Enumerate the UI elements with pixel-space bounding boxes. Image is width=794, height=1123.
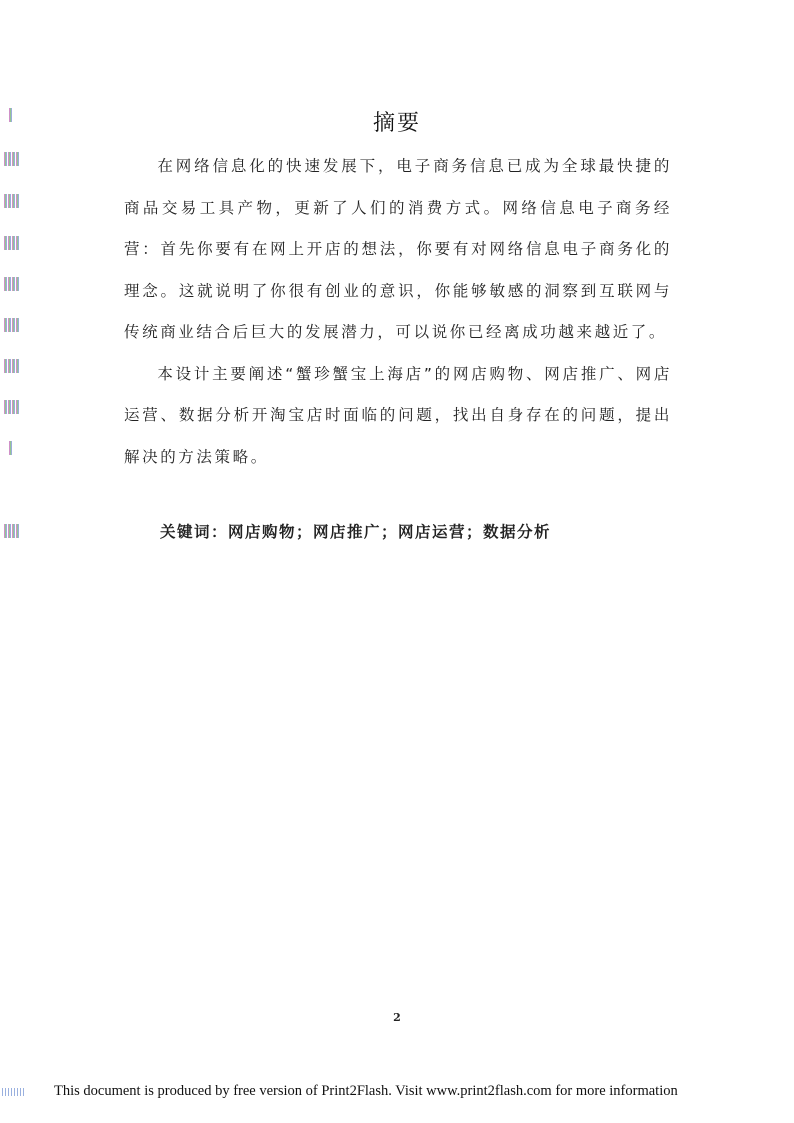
abstract-title: 摘要 (372, 111, 421, 136)
scan-noise-mark (4, 400, 20, 414)
abstract-body (124, 146, 672, 478)
scan-noise-mark (4, 152, 20, 166)
abstract-paragraph-1: 在网络信息化的快速发展下，电子商务信息已成为全球最快捷的商品交易工具产物，更新了人们的消费方式。网络信息电子商务经营：首先你要有在网上开店的想法，你要有对网络信息电子商务化的理念。这就说明了你很有创业的意识，你能够敏感的洞察到互联网与传统商业结合后巨大的发展潜力，可以说你已经离成功越来越近了。 (124, 157, 672, 341)
print2flash-footer-notice: This document is produced by free version of Print2Flash. Visit www.print2flash.com for more information (54, 1083, 678, 1099)
scan-noise-mark (4, 236, 20, 250)
scan-noise-mark (2, 1088, 24, 1096)
page-number: 2 (393, 1011, 401, 1024)
abstract-paragraph-2: 本设计主要阐述“蟹珍蟹宝上海店”的网店购物、网店推广、网店运营、数据分析开淘宝店时面临的问题，找出自身存在的问题，提出解决的方法策略。 (124, 364, 672, 466)
scan-noise-mark (4, 194, 20, 208)
scan-noise-mark (4, 318, 20, 332)
keywords-line: 关键词：网店购物；网店推广；网店运营；数据分析 (160, 523, 552, 541)
scan-noise-mark (4, 524, 20, 538)
scan-noise-mark (9, 441, 12, 455)
scan-noise-mark (4, 277, 20, 291)
scan-noise-mark (4, 359, 20, 373)
